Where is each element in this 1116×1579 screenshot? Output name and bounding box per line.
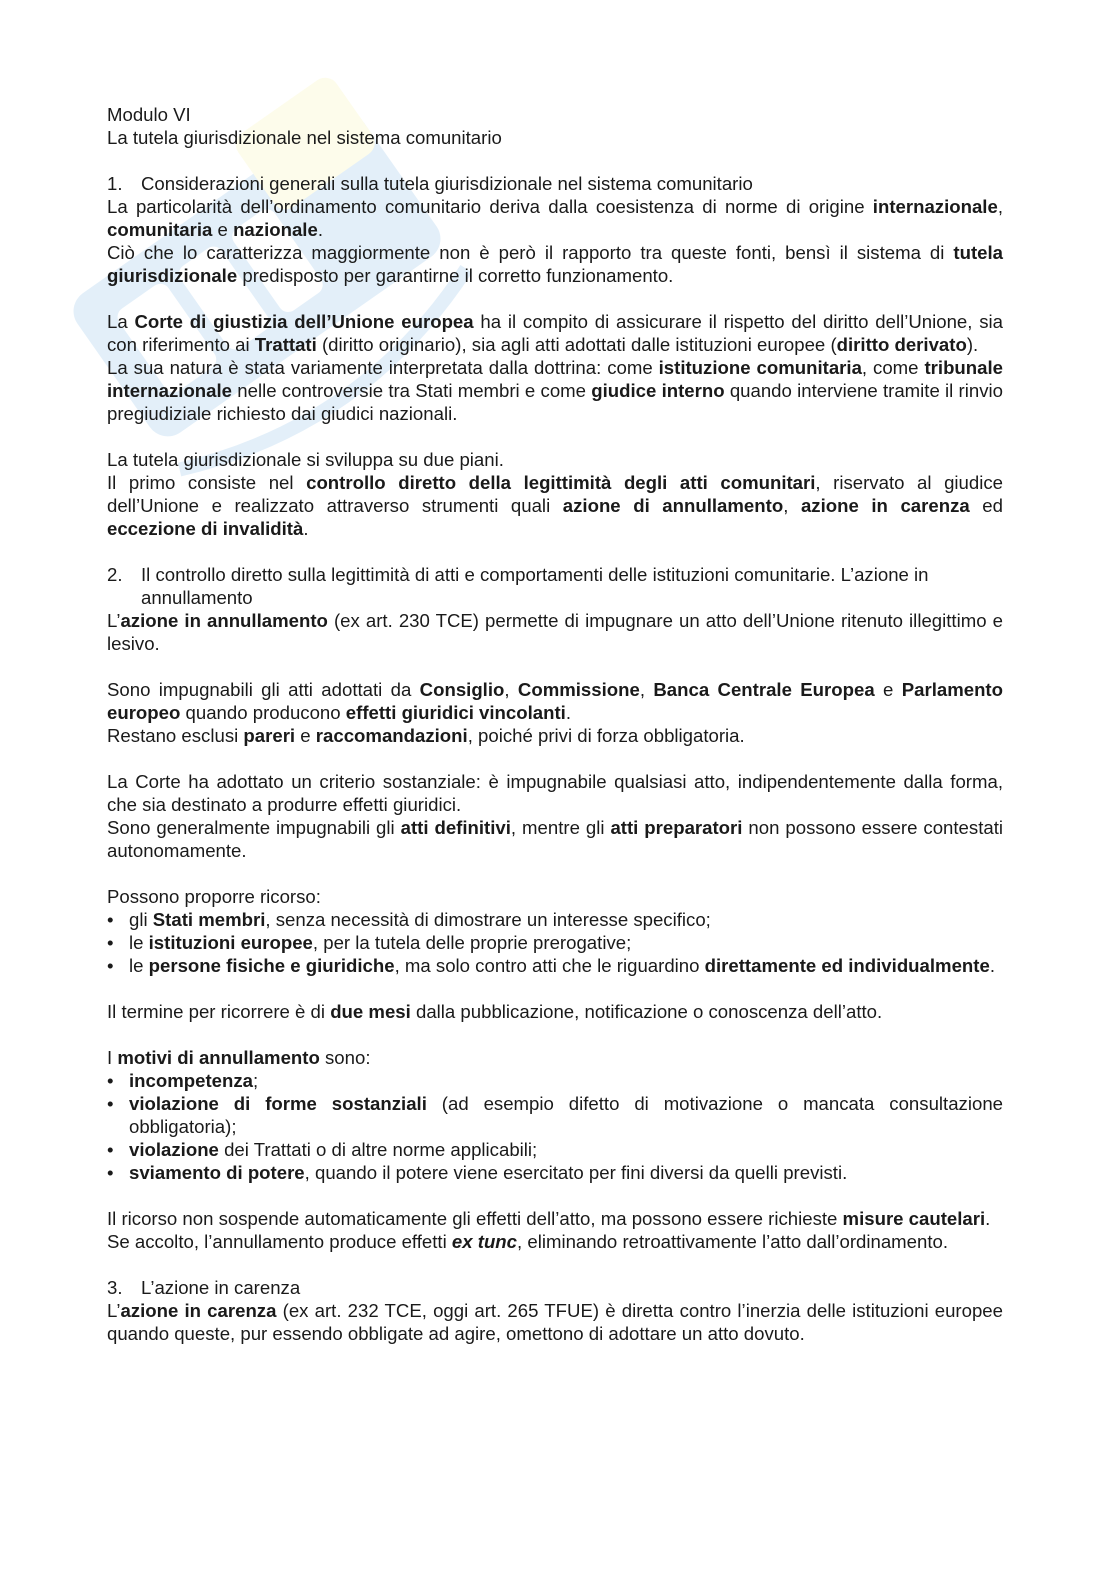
section-title: Considerazioni generali sulla tutela giurisdizionale nel sistema comunitario (141, 173, 753, 194)
paragraph: Ciò che lo caratterizza maggiormente non è però il rapporto tra queste fonti, bensì il sistema di tutela giurisdizionale predisposto per garantirne il corretto funzionamento. (107, 242, 1003, 286)
paragraph: Il ricorso non sospende automaticamente gli effetti dell’atto, ma possono essere richieste misure cautelari. (107, 1208, 991, 1229)
paragraph: Sono generalmente impugnabili gli atti definitivi, mentre gli atti preparatori non possono essere contestati autonomamente. (107, 817, 1003, 861)
paragraph: La sua natura è stata variamente interpretata dalla dottrina: come istituzione comunitaria, come tribunale internazionale nelle controversie tra Stati membri e come giudice interno quando interviene tramite il rinvio pregiudiziale richiesto dai giudici nazionali. (107, 357, 1003, 424)
list-item: • sviamento di potere, quando il potere viene esercitato per fini diversi da quelli previsti. (107, 1161, 1003, 1184)
list-item: • le istituzioni europee, per la tutela delle proprie prerogative; (107, 931, 1003, 954)
list-intro: I motivi di annullamento sono: (107, 1047, 371, 1068)
list-item: • gli Stati membri, senza necessità di dimostrare un interesse specifico; (107, 908, 1003, 931)
list-item: • incompetenza; (107, 1069, 1003, 1092)
paragraph: L’azione in annullamento (ex art. 230 TCE) permette di impugnare un atto dell’Unione ritenuto illegittimo e lesivo. (107, 610, 1003, 654)
section-number: 2. (107, 564, 123, 585)
section-number: 1. (107, 173, 123, 194)
section-title: L’azione in carenza (141, 1277, 301, 1298)
list-item: • violazione di forme sostanziali (ad esempio difetto di motivazione o mancata consultazione obbligatoria); (107, 1092, 1003, 1138)
section-3-heading (107, 1276, 1003, 1299)
document-page (107, 103, 1003, 1345)
module-label: Modulo VI (107, 104, 191, 125)
ricorso-list (107, 908, 1003, 977)
motivi-list (107, 1069, 1003, 1184)
paragraph: Sono impugnabili gli atti adottati da Consiglio, Commissione, Banca Centrale Europea e Parlamento europeo quando producono effetti giuridici vincolanti. (107, 679, 1003, 723)
paragraph: Se accolto, l’annullamento produce effetti ex tunc, eliminando retroattivamente l’atto dall’ordinamento. (107, 1231, 949, 1252)
section-2-heading (107, 563, 1003, 609)
paragraph: Restano esclusi pareri e raccomandazioni, poiché privi di forza obbligatoria. (107, 725, 745, 746)
paragraph: La Corte ha adottato un criterio sostanziale: è impugnabile qualsiasi atto, indipendentemente dalla forma, che sia destinato a produrre effetti giuridici. (107, 771, 1003, 815)
paragraph: La particolarità dell’ordinamento comunitario deriva dalla coesistenza di norme di origine internazionale, comunitaria e nazionale. (107, 196, 1003, 240)
paragraph: La Corte di giustizia dell’Unione europea ha il compito di assicurare il rispetto del diritto dell’Unione, sia con riferimento ai Trattati (diritto originario), sia agli atti adottati dalle istituzioni europee (diritto derivato). (107, 311, 1003, 355)
list-item: • violazione dei Trattati o di altre norme applicabili; (107, 1138, 1003, 1161)
section-number: 3. (107, 1277, 123, 1298)
document-title: La tutela giurisdizionale nel sistema comunitario (107, 127, 502, 148)
list-intro: Possono proporre ricorso: (107, 886, 321, 907)
paragraph: Il termine per ricorrere è di due mesi dalla pubblicazione, notificazione o conoscenza dell’atto. (107, 1001, 883, 1022)
paragraph: Il primo consiste nel controllo diretto della legittimità degli atti comunitari, riservato al giudice dell’Unione e realizzato attraverso strumenti quali azione di annullamento, azione in carenza ed eccezione di invalidità. (107, 472, 1003, 539)
list-item: • le persone fisiche e giuridiche, ma solo contro atti che le riguardino direttamente ed individualmente. (107, 954, 1003, 977)
section-1-heading (107, 172, 1003, 195)
section-title: Il controllo diretto sulla legittimità di atti e comportamenti delle istituzioni comunitarie. L’azione in annullamento (141, 564, 929, 608)
paragraph: L’azione in carenza (ex art. 232 TCE, oggi art. 265 TFUE) è diretta contro l’inerzia delle istituzioni europee quando queste, pur essendo obbligate ad agire, omettono di adottare un atto dovuto. (107, 1300, 1003, 1344)
paragraph: La tutela giurisdizionale si sviluppa su due piani. (107, 449, 504, 470)
